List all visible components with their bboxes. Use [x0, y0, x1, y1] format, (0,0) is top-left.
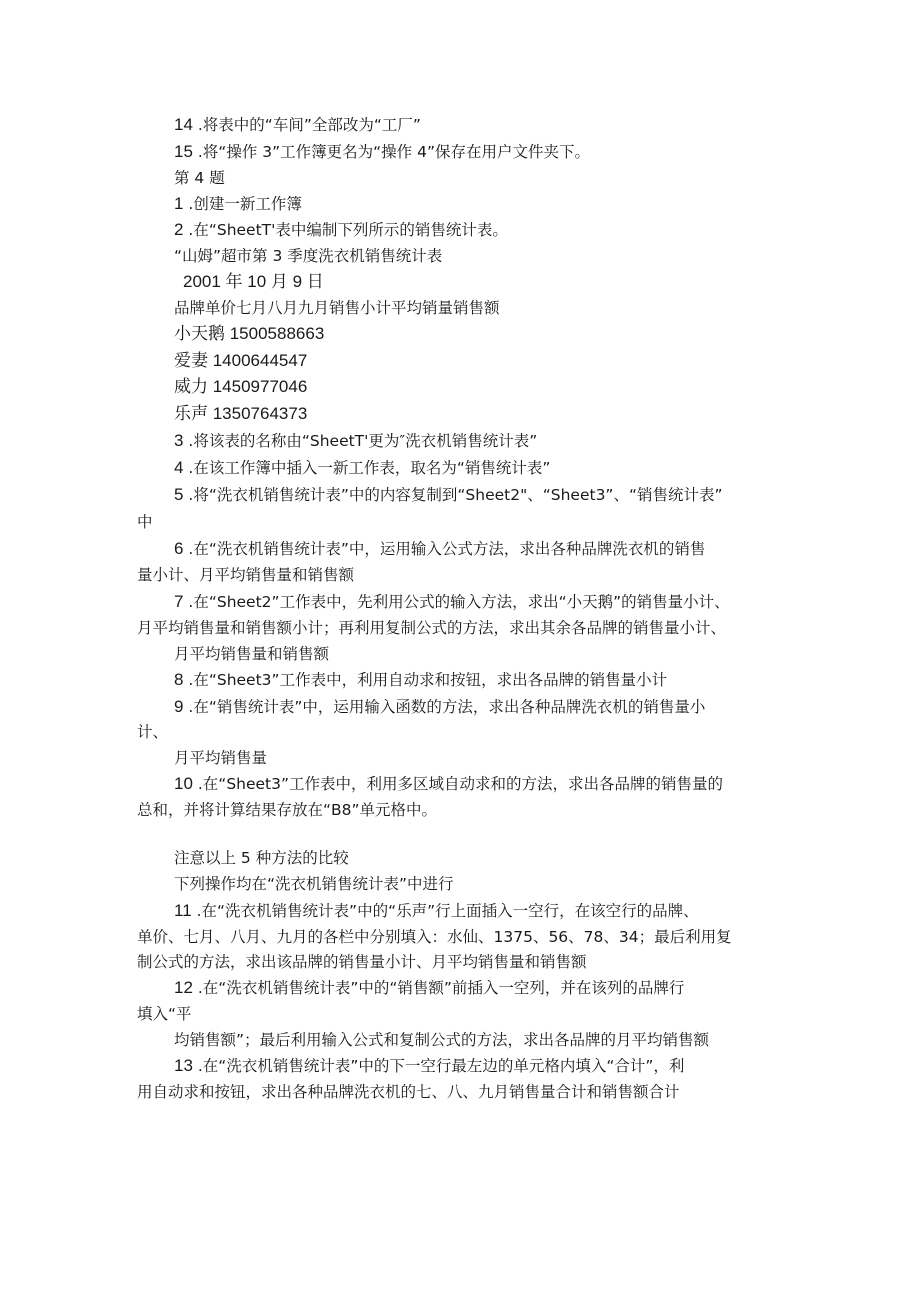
item-number: 12	[174, 978, 193, 997]
item-12	[174, 977, 684, 999]
table-header: 品牌单价七月八月九月销售小计平均销量销售额	[174, 299, 500, 317]
item-10-continued: 总和，并将计算结果存放在“B8”单元格中。	[137, 801, 438, 819]
item-14	[174, 114, 421, 136]
item-8	[174, 669, 667, 691]
note-line: 注意以上 5 种方法的比较	[174, 849, 349, 867]
table-row: 爱妻 1400644547	[174, 351, 308, 370]
item-number: 1	[174, 194, 184, 213]
item-1	[174, 193, 302, 215]
note-line: 下列操作均在“洗衣机销售统计表”中进行	[174, 875, 454, 893]
item-number: 8	[174, 670, 184, 689]
item-5	[174, 484, 723, 506]
item-text: .在“Sheet3”工作表中，利用自动求和按钮，求出各品牌的销售量小计	[188, 671, 668, 689]
item-2	[174, 219, 508, 241]
item-6	[174, 538, 705, 560]
table-row: 威力 1450977046	[174, 377, 308, 396]
item-number: 10	[174, 774, 193, 793]
item-number: 5	[174, 485, 184, 504]
item-3	[174, 430, 537, 452]
item-6-continued: 量小计、月平均销售量和销售额	[137, 566, 355, 584]
item-9-continued: 月平均销售量	[174, 749, 268, 767]
item-12-continued: 均销售额”；最后利用输入公式和复制公式的方法，求出各品牌的月平均销售额	[174, 1031, 710, 1049]
item-5-continued: 中	[137, 513, 153, 531]
item-text: .在“Sheet3”工作表中，利用多区域自动求和的方法，求出各品牌的销售量的	[197, 775, 724, 793]
item-11-continued: 制公式的方法，求出该品牌的销售量小计、月平均销售量和销售额	[137, 953, 587, 971]
item-text: .在“洗衣机销售统计表”中的“乐声”行上面插入一空行，在该空行的品牌、	[196, 902, 699, 920]
item-11-continued: 单价、七月、八月、九月的各栏中分别填入：水仙、1375、56、78、34；最后利用复	[137, 928, 732, 946]
item-9	[174, 696, 705, 718]
item-number: 6	[174, 539, 184, 558]
item-text: .将表中的“车间”全部改为“工厂”	[197, 116, 421, 134]
item-9-continued: 计、	[137, 723, 169, 741]
item-13-continued: 用自动求和按钮，求出各种品牌洗衣机的七、八、九月销售量合计和销售额合计	[137, 1083, 680, 1101]
item-text: .在“SheetT'表中编制下列所示的销售统计表。	[188, 221, 508, 239]
item-text: .在“洗衣机销售统计表”中的下一空行最左边的单元格内填入“合计”，利	[197, 1057, 685, 1075]
item-number: 9	[174, 697, 184, 716]
item-12-continued: 填入“平	[137, 1005, 192, 1023]
item-text: .在“洗衣机销售统计表”中，运用输入公式方法，求出各种品牌洗衣机的销售	[188, 540, 706, 558]
item-text: .在“销售统计表”中，运用输入函数的方法，求出各种品牌洗衣机的销售量小	[188, 698, 706, 716]
item-number: 7	[174, 592, 184, 611]
table-row: 小天鹅 1500588663	[174, 324, 325, 343]
item-number: 11	[174, 901, 192, 920]
item-7	[174, 591, 730, 613]
item-number: 2	[174, 220, 184, 239]
item-7-continued: 月平均销售量和销售额小计；再利用复制公式的方法，求出其余各品牌的销售量小计、	[137, 619, 727, 637]
item-text: .将“操作 3”工作簿更名为“操作 4”保存在用户文件夹下。	[197, 143, 590, 161]
section-heading: 第 4 题	[174, 169, 225, 187]
item-text: .将“洗衣机销售统计表”中的内容复制到“Sheet2"、“Sheet3”、“销售统计表”	[188, 486, 723, 504]
item-text: .将该表的名称由“SheetT'更为″洗衣机销售统计表”	[188, 432, 538, 450]
item-10	[174, 773, 723, 795]
item-7-continued: 月平均销售量和销售额	[174, 645, 330, 663]
item-11	[174, 900, 699, 922]
item-number: 3	[174, 431, 184, 450]
table-title: “山姆”超市第 3 季度洗衣机销售统计表	[174, 247, 443, 265]
item-text: .在该工作簿中插入一新工作表，取名为“销售统计表”	[188, 459, 551, 477]
item-15	[174, 141, 590, 163]
item-text: .创建一新工作簿	[188, 195, 302, 213]
item-number: 15	[174, 142, 193, 161]
item-number: 13	[174, 1056, 193, 1075]
item-number: 14	[174, 115, 193, 134]
item-text: .在“洗衣机销售统计表”中的“销售额”前插入一空列，并在该列的品牌行	[197, 979, 685, 997]
table-date: 2001 年 10 月 9 日	[183, 272, 324, 291]
item-4	[174, 457, 550, 479]
table-row: 乐声 1350764373	[174, 404, 308, 423]
item-text: .在“Sheet2”工作表中，先利用公式的输入方法，求出“小天鹅”的销售量小计、	[188, 593, 730, 611]
item-13	[174, 1055, 684, 1077]
item-number: 4	[174, 458, 184, 477]
